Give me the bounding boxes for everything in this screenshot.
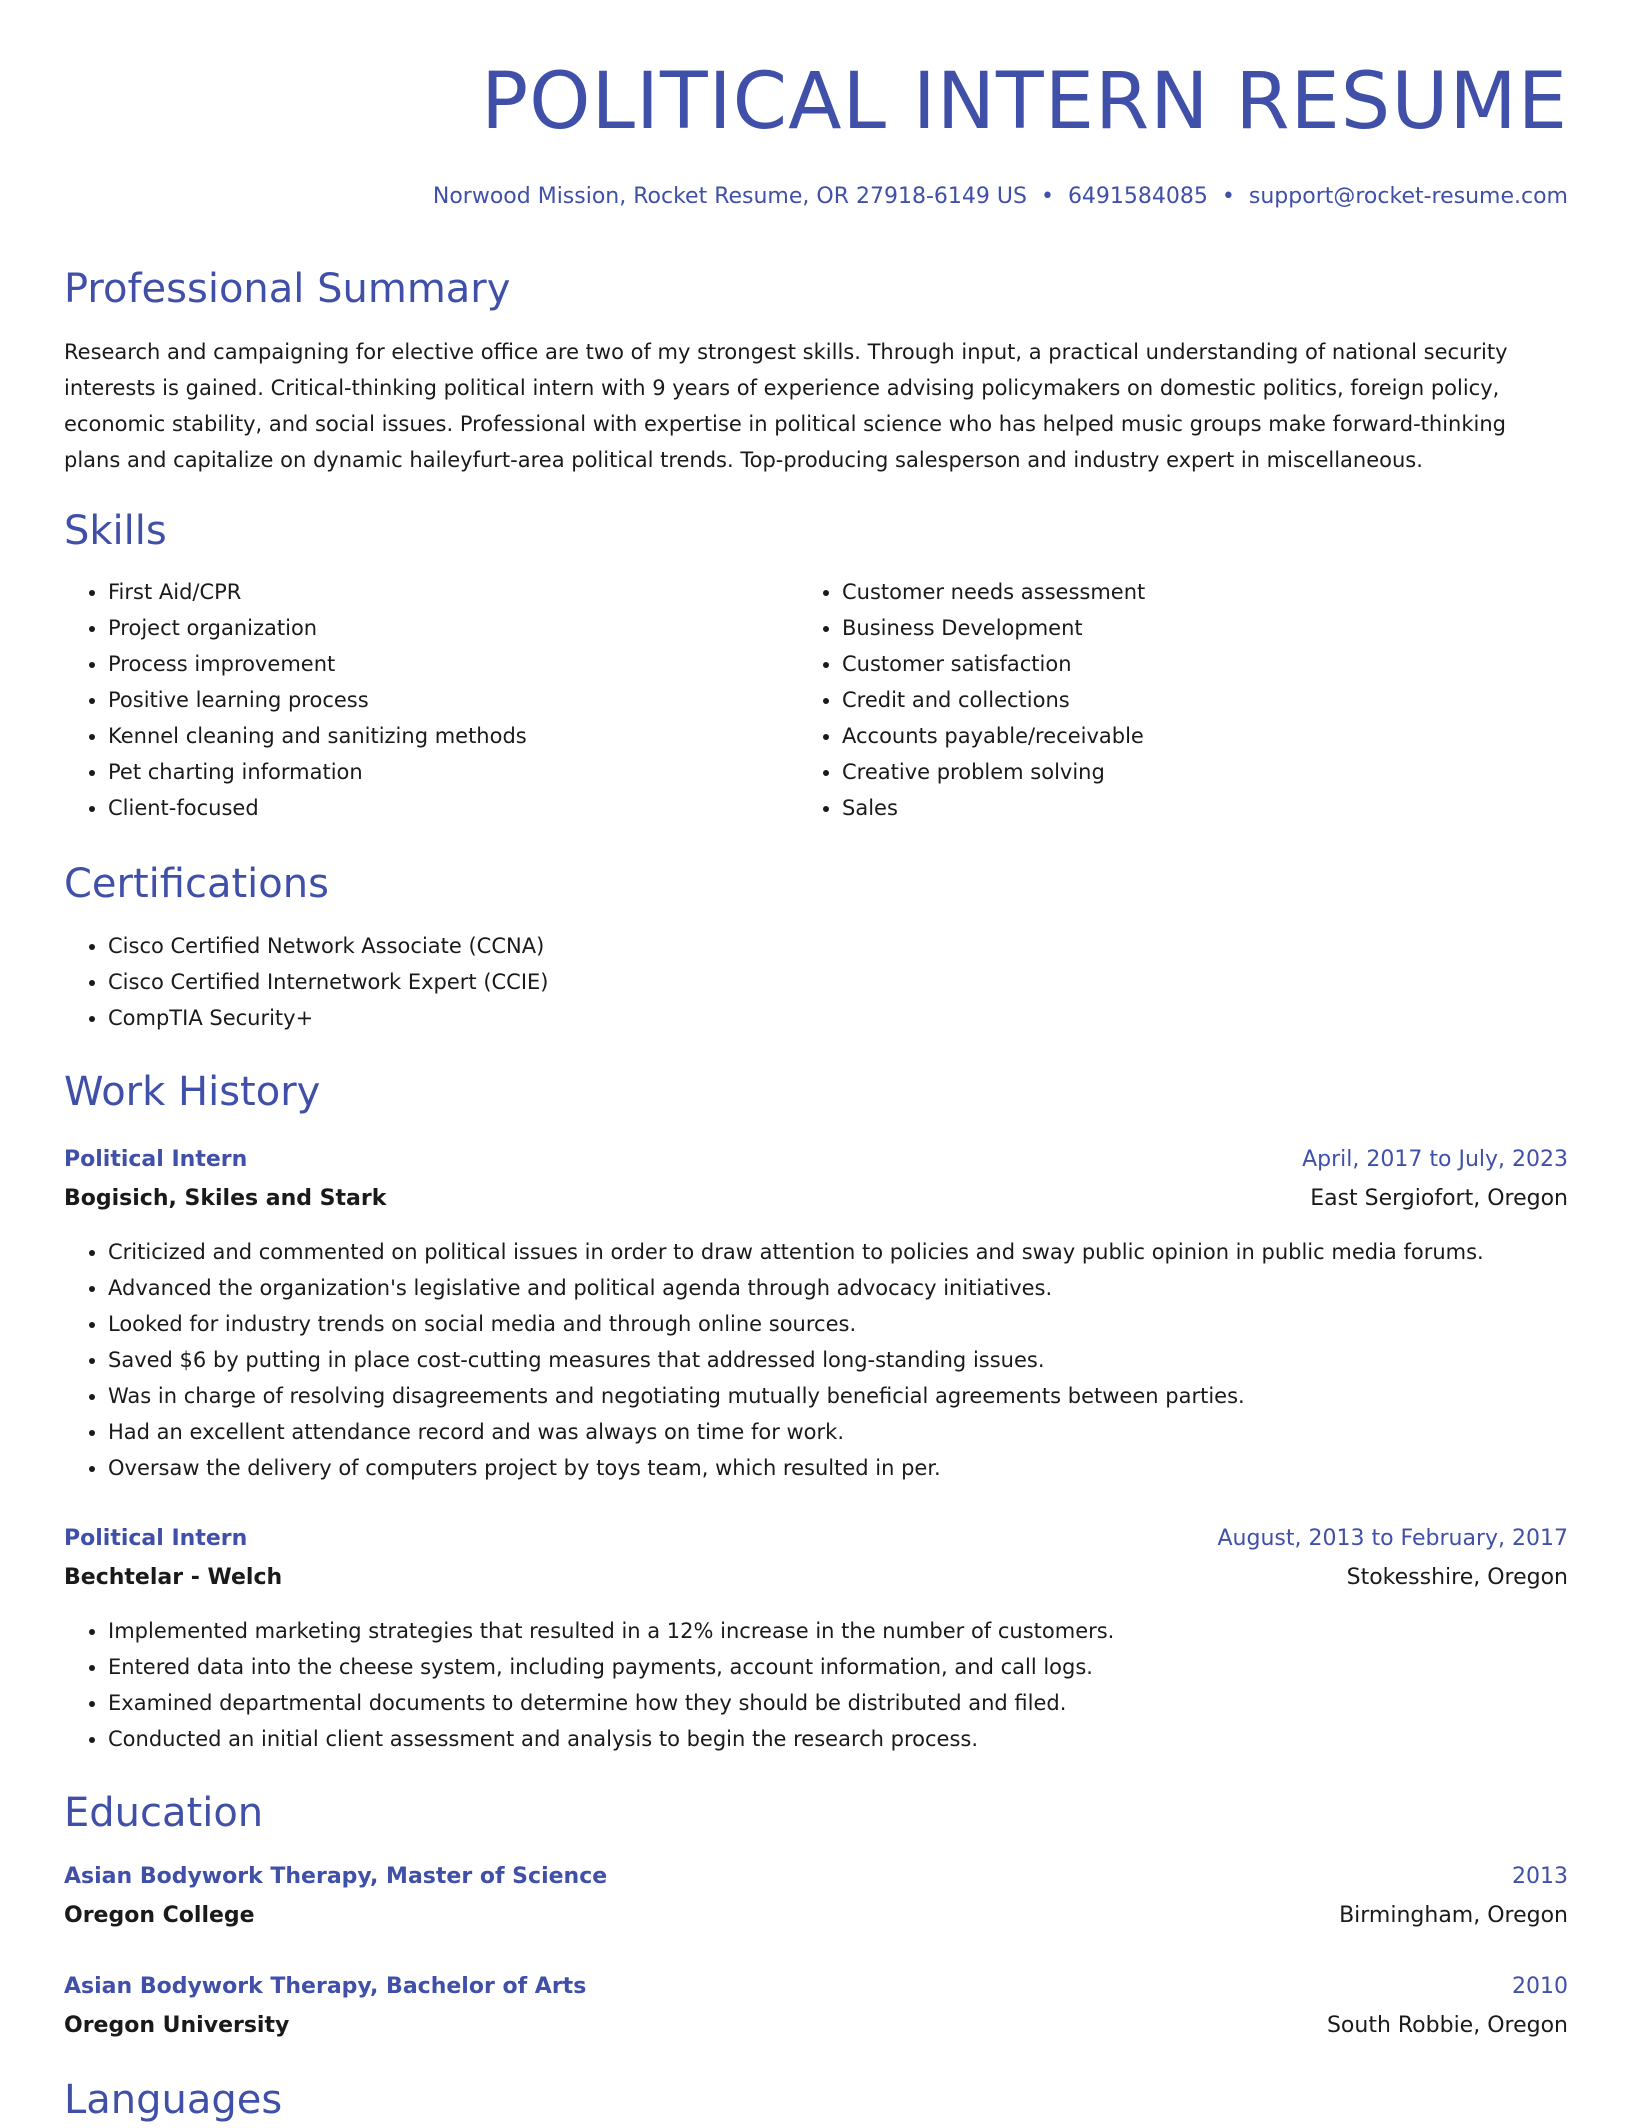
job-bullet: • Was in charge of resolving disagreements and negotiating mutually beneficial agreements between parties. <box>108 1378 1484 1414</box>
education-location: South Robbie, Oregon <box>1326 2013 1568 2038</box>
job-header <box>64 1142 1568 1178</box>
job-title: Political Intern <box>64 1147 248 1172</box>
job-bullet: • Oversaw the delivery of computers project by toys team, which resulted in per. <box>108 1450 1484 1486</box>
skill-item: • First Aid/CPR <box>108 574 527 610</box>
job-dates: August, 2013 to February, 2017 <box>1217 1526 1568 1551</box>
education-location: Birmingham, Oregon <box>1339 1903 1568 1928</box>
skill-item: • Customer satisfaction <box>842 646 1145 682</box>
contact-separator: • <box>1221 184 1235 209</box>
job-bullet: • Implemented marketing strategies that resulted in a 12% increase in the number of customers. <box>108 1613 1114 1649</box>
education-header <box>64 1969 1568 2005</box>
certification-item: • CompTIA Security+ <box>108 1000 549 1036</box>
job-bullet: • Examined departmental documents to determine how they should be distributed and filed. <box>108 1685 1114 1721</box>
skill-item: • Sales <box>842 790 1145 826</box>
contact-separator: • <box>1040 184 1054 209</box>
job-bullets <box>64 1234 1484 1486</box>
contact-phone: 6491584085 <box>1067 184 1208 209</box>
job-bullet: • Criticized and commented on political issues in order to draw attention to policies and sway public opinion in public media forums. <box>108 1234 1484 1270</box>
education-year: 2010 <box>1512 1974 1568 1999</box>
job-company: Bogisich, Skiles and Stark <box>64 1186 387 1211</box>
job-bullet: • Saved $6 by putting in place cost-cutting measures that addressed long-standing issues. <box>108 1342 1484 1378</box>
summary-heading: Professional Summary <box>64 266 511 312</box>
education-school: Oregon University <box>64 2013 290 2038</box>
job-employer <box>64 1181 1568 1217</box>
resume-title: POLITICAL INTERN RESUME <box>481 57 1568 147</box>
skill-item: • Client-focused <box>108 790 527 826</box>
skills-list-right <box>798 574 1145 826</box>
languages-heading: Languages <box>64 2077 283 2123</box>
contact-address: Norwood Mission, Rocket Resume, OR 27918-6149 US <box>432 184 1027 209</box>
education-school-row <box>64 1898 1568 1934</box>
certification-item: • Cisco Certified Network Associate (CCNA) <box>108 928 549 964</box>
summary-text: Research and campaigning for elective office are two of my strongest skills. Through input, a practical understanding of national security interests is gained. Critical-thinking political intern with 9 years of experience advising policymakers on domestic politics, foreign policy, economic stability, and social issues. Professional with expertise in political science who has helped music groups make forward-thinking plans and capitalize on dynamic haileyfurt-area political trends. Top-producing salesperson and industry expert in miscellaneous. <box>64 340 1508 472</box>
education-school-row <box>64 2008 1568 2044</box>
skill-item: • Accounts payable/receivable <box>842 718 1145 754</box>
job-bullet: • Looked for industry trends on social media and through online sources. <box>108 1306 1484 1342</box>
skill-item: • Customer needs assessment <box>842 574 1145 610</box>
skill-item: • Project organization <box>108 610 527 646</box>
job-company: Bechtelar - Welch <box>64 1565 283 1590</box>
education-school: Oregon College <box>64 1903 255 1928</box>
contact-email: support@rocket-resume.com <box>1248 184 1568 209</box>
job-location: Stokesshire, Oregon <box>1346 1565 1568 1590</box>
job-dates: April, 2017 to July, 2023 <box>1302 1147 1568 1172</box>
job-header <box>64 1521 1568 1557</box>
certifications-list <box>64 928 549 1036</box>
skill-item: • Process improvement <box>108 646 527 682</box>
skill-item: • Business Development <box>842 610 1145 646</box>
job-bullet: • Entered data into the cheese system, including payments, account information, and call logs. <box>108 1649 1114 1685</box>
education-header <box>64 1859 1568 1895</box>
contact-line <box>433 180 1568 214</box>
skills-heading: Skills <box>64 508 167 554</box>
job-employer <box>64 1560 1568 1596</box>
skill-item: • Kennel cleaning and sanitizing methods <box>108 718 527 754</box>
education-degree: Asian Bodywork Therapy, Bachelor of Arts <box>64 1974 587 1999</box>
work-history-heading: Work History <box>64 1069 321 1115</box>
job-bullet: • Advanced the organization's legislative and political agenda through advocacy initiatives. <box>108 1270 1484 1306</box>
skill-item: • Pet charting information <box>108 754 527 790</box>
skill-item: • Creative problem solving <box>842 754 1145 790</box>
job-location: East Sergiofort, Oregon <box>1310 1186 1568 1211</box>
job-bullets <box>64 1613 1114 1757</box>
certification-item: • Cisco Certified Internetwork Expert (CCIE) <box>108 964 549 1000</box>
certifications-heading: Certifications <box>64 861 329 907</box>
job-bullet: • Conducted an initial client assessment and analysis to begin the research process. <box>108 1721 1114 1757</box>
education-year: 2013 <box>1512 1864 1568 1889</box>
education-degree: Asian Bodywork Therapy, Master of Science <box>64 1864 608 1889</box>
skill-item: • Credit and collections <box>842 682 1145 718</box>
job-bullet: • Had an excellent attendance record and was always on time for work. <box>108 1414 1484 1450</box>
skills-list-left <box>64 574 527 826</box>
job-title: Political Intern <box>64 1526 248 1551</box>
education-heading: Education <box>64 1790 264 1836</box>
skill-item: • Positive learning process <box>108 682 527 718</box>
